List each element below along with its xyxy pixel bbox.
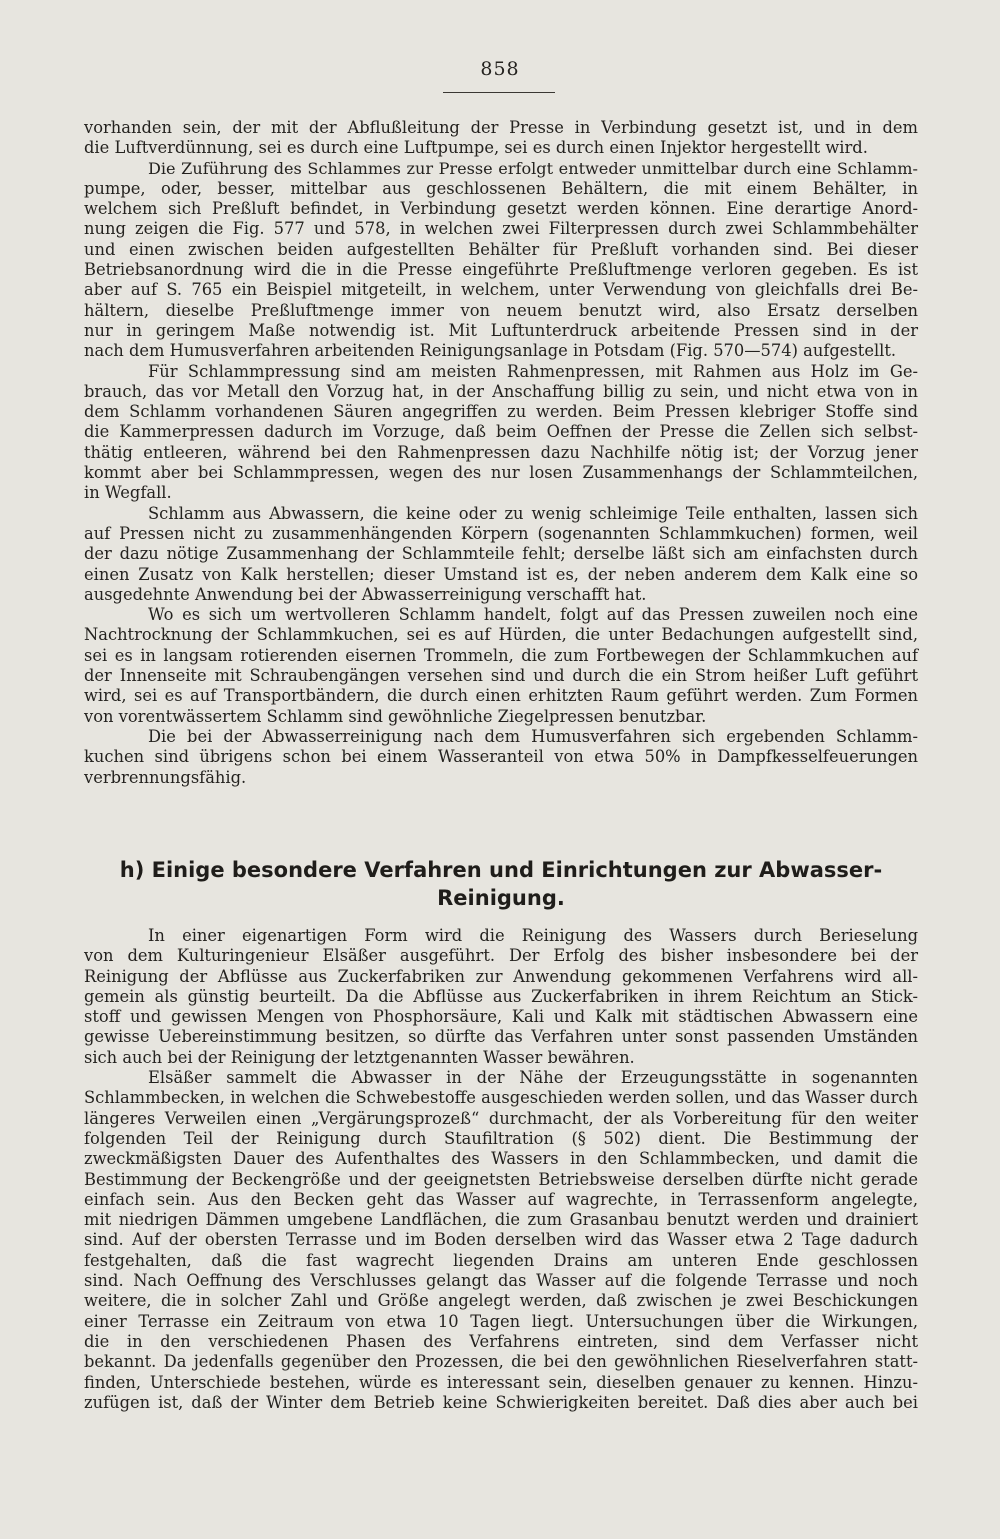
text-line: die in den verschiedenen Phasen des Verfahrens eintreten, sind dem Verfasser nicht [84, 1331, 918, 1351]
text-line: von vorentwässertem Schlamm sind gewöhnliche Ziegelpressen benutzbar. [84, 706, 707, 726]
text-line: sei es in langsam rotierenden eisernen Trommeln, die zum Fortbewegen der Schlammkuchen auf [84, 645, 918, 665]
text-line: nach dem Humusverfahren arbeitenden Reinigungsanlage in Potsdam (Fig. 570—574) aufgestellt. [84, 341, 897, 361]
text-line: stoff und gewissen Mengen von Phosphorsäure, Kali und Kalk mit städtischen Abwassern eine [84, 1007, 918, 1027]
text-line: sich auch bei der Reinigung der letztgenannten Wasser bewähren. [84, 1047, 635, 1067]
text-line: pumpe, oder, besser, mittelbar aus geschlossenen Behältern, die mit einem Behälter, in [84, 178, 918, 198]
page-number-rule [443, 92, 555, 93]
text-line: Schlammbecken, in welchen die Schwebestoffe ausgeschieden werden sollen, und das Wasser durch [84, 1088, 918, 1108]
page-number: 858 [480, 58, 520, 80]
text-line: zufügen ist, daß der Winter dem Betrieb keine Schwierigkeiten bereitet. Daß dies aber auch bei [84, 1392, 918, 1412]
text-line: festgehalten, daß die fast wagrecht liegenden Drains am unteren Ende geschlossen [84, 1250, 918, 1270]
text-line: dem Schlamm vorhandenen Säuren angegriffen zu werden. Beim Pressen klebriger Stoffe sind [84, 402, 918, 422]
text-line: in Wegfall. [84, 483, 172, 503]
text-line: Wo es sich um wertvolleren Schlamm handelt, folgt auf das Pressen zuweilen noch eine [148, 605, 918, 625]
text-line: Schlamm aus Abwassern, die keine oder zu wenig schleimige Teile enthalten, lassen sich [148, 503, 918, 523]
text-line: finden, Unterschiede bestehen, würde es interessant sein, dieselben genauer zu kennen. Hinzu- [84, 1372, 918, 1392]
text-line: der Innenseite mit Schraubengängen versehen sind und durch die ein Strom heißer Luft geführt [84, 666, 918, 686]
text-line: zweckmäßigsten Dauer des Aufenthaltes des Wassers in den Schlammbecken, und damit die [84, 1149, 918, 1169]
text-line: sind. Nach Oeffnung des Verschlusses gelangt das Wasser auf die folgende Terrasse und noch [84, 1271, 918, 1291]
text-line: auf Pressen nicht zu zusammenhängenden Körpern (sogenannten Schlammkuchen) formen, weil [84, 523, 918, 543]
body-text-section-1 [84, 118, 918, 788]
text-line: Elsäßer sammelt die Abwasser in der Nähe der Erzeugungsstätte in sogenannten [148, 1068, 918, 1088]
text-line: aber auf S. 765 ein Beispiel mitgeteilt, in welchem, unter Verwendung von gleichfalls drei Be- [84, 280, 918, 300]
text-line: brauch, das vor Metall den Vorzug hat, in der Anschaffung billig zu sein, und nicht etwa von in [84, 381, 918, 401]
text-line: mit niedrigen Dämmen umgebene Landflächen, die zum Grasanbau benutzt werden und drainiert [84, 1210, 918, 1230]
text-line: Nachtrocknung der Schlammkuchen, sei es auf Hürden, die unter Bedachungen aufgestellt sind, [84, 625, 918, 645]
text-line: kuchen sind übrigens schon bei einem Wasseranteil von etwa 50% in Dampfkesselfeuerungen [84, 747, 918, 767]
text-line: einen Zusatz von Kalk herstellen; dieser Umstand ist es, der neben anderem dem Kalk eine so [84, 564, 918, 584]
text-line: In einer eigenartigen Form wird die Reinigung des Wassers durch Berieselung [148, 926, 918, 945]
text-line: gemein als günstig beurteilt. Da die Abflüsse aus Zuckerfabriken in ihrem Reichtum an Stick- [84, 986, 918, 1006]
text-line: gewisse Uebereinstimmung besitzen, so dürfte das Verfahren unter sonst passenden Umständen [84, 1027, 918, 1047]
text-line: weitere, die in solcher Zahl und Größe angelegt werden, daß zwischen je zwei Beschickungen [84, 1291, 918, 1311]
text-line: Die bei der Abwasserreinigung nach dem Humusverfahren sich ergebenden Schlamm- [148, 726, 918, 746]
text-line: Betriebsanordnung wird die in die Presse eingeführte Preßluftmenge verloren gegeben. Es ist [84, 260, 918, 280]
text-line: hältern, dieselbe Preßluftmenge immer von neuem benutzt wird, also Ersatz derselben [84, 300, 918, 320]
text-line: längeres Verweilen einen „Vergärungsprozeß“ durchmacht, der als Vorbereitung für den weiter [84, 1108, 918, 1128]
text-line: von dem Kulturingenieur Elsäßer ausgeführt. Der Erfolg des bisher insbesondere bei der [84, 946, 918, 966]
text-line: einer Terrasse ein Zeitraum von etwa 10 Tagen liegt. Untersuchungen über die Wirkungen, [84, 1311, 918, 1331]
section-heading [84, 856, 918, 912]
text-line: ausgedehnte Anwendung bei der Abwasserreinigung verschafft hat. [84, 584, 647, 604]
text-line: die Luftverdünnung, sei es durch eine Luftpumpe, sei es durch einen Injektor hergestellt wird. [84, 138, 868, 158]
text-line: folgenden Teil der Reinigung durch Staufiltration (§ 502) dient. Die Bestimmung der [84, 1128, 918, 1148]
text-line: nung zeigen die Fig. 577 und 578, in welchen zwei Filterpressen durch zwei Schlammbehälter [84, 219, 918, 239]
text-line: der dazu nötige Zusammenhang der Schlammteile fehlt; derselbe läßt sich am einfachsten durch [84, 544, 918, 564]
text-line: und einen zwischen beiden aufgestellten Behälter für Preßluft vorhanden sind. Bei dieser [84, 239, 918, 259]
text-line: Die Zuführung des Schlammes zur Presse erfolgt entweder unmittelbar durch eine Schlamm- [148, 158, 918, 178]
text-line: welchem sich Preßluft befindet, in Verbindung gesetzt werden können. Eine derartige Anord- [84, 199, 918, 219]
body-text-section-2 [84, 926, 918, 1413]
text-line: bekannt. Da jedenfalls gegenüber den Prozessen, die bei den gewöhnlichen Rieselverfahren statt- [84, 1352, 918, 1372]
text-line: die Kammerpressen dadurch im Vorzuge, daß beim Oeffnen der Presse die Zellen sich selbst- [84, 422, 918, 442]
text-line: nur in geringem Maße notwendig ist. Mit Luftunterdruck arbeitende Pressen sind in der [84, 320, 918, 340]
text-line: Für Schlammpressung sind am meisten Rahmenpressen, mit Rahmen aus Holz im Ge- [148, 361, 918, 381]
text-line: wird, sei es auf Transportbändern, die durch einen erhitzten Raum geführt werden. Zum Formen [84, 686, 918, 706]
text-line: kommt aber bei Schlammpressen, wegen des nur losen Zusammenhangs der Schlammteilchen, [84, 463, 918, 483]
text-line: verbrennungsfähig. [84, 767, 247, 787]
text-line: sind. Auf der obersten Terrasse und im Boden derselben wird das Wasser etwa 2 Tage dadurch [84, 1230, 918, 1250]
text-line: thätig entleeren, während bei den Rahmenpressen dazu Nachhilfe nötig ist; der Vorzug jener [84, 442, 918, 462]
section-heading-line-2: Reinigung. [437, 886, 565, 910]
text-line: Bestimmung der Beckengröße und der geeignetsten Betriebsweise derselben dürfte nicht gerade [84, 1169, 918, 1189]
text-line: einfach sein. Aus den Becken geht das Wasser auf wagrechte, in Terrassenform angelegte, [84, 1189, 918, 1209]
text-line: vorhanden sein, der mit der Abflußleitung der Presse in Verbindung gesetzt ist, und in dem [84, 118, 918, 137]
section-heading-line-1: h) Einige besondere Verfahren und Einrichtungen zur Abwasser- [119, 858, 883, 882]
text-line: Reinigung der Abflüsse aus Zuckerfabriken zur Anwendung gekommenen Verfahrens wird all- [84, 966, 918, 986]
